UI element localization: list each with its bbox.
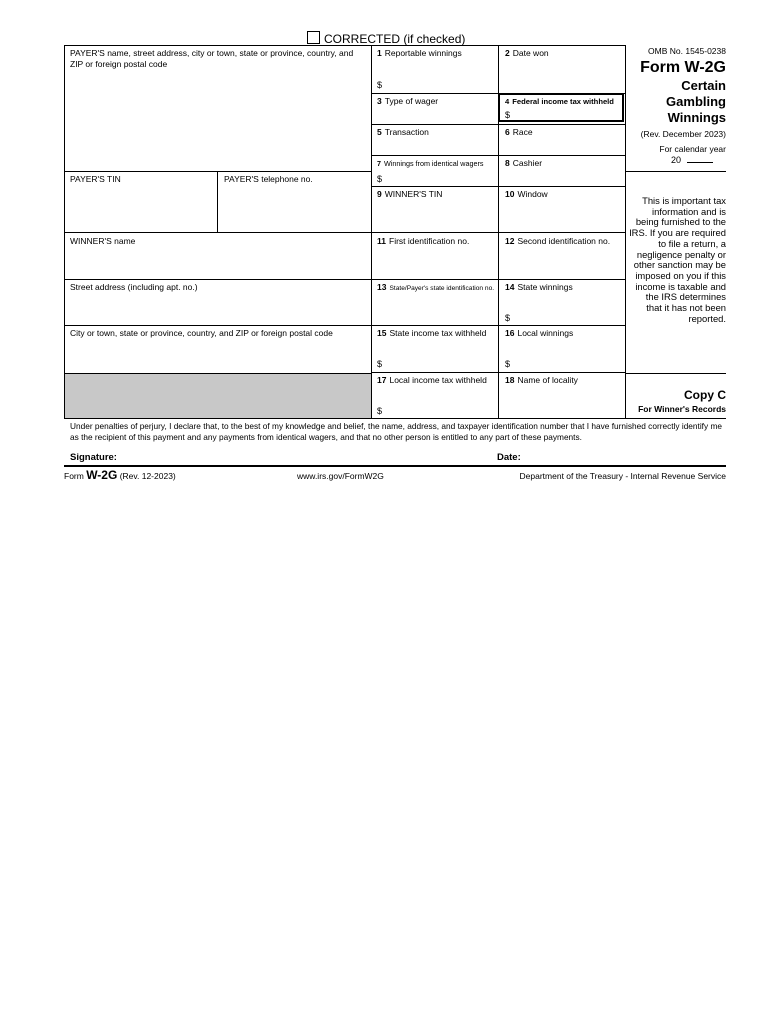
important-notice: This is important tax information and is being furnished to the IRS. If you are required to file a return, a negligence penalty or other sanction may be imposed on you if this income is taxable and the IRS determines that it has not been reported. — [629, 195, 726, 324]
omb-number: OMB No. 1545-0238 — [648, 46, 726, 56]
box10-number: 10 — [505, 189, 515, 199]
grid-line — [64, 373, 371, 374]
perjury-statement: Under penalties of perjury, I declare that, to the best of my knowledge and belief, the name, address, and taxpayer identification number that I have furnished correctly identify me as the recipient of this payment and any payments from identical wagers, and that no other person is entitled to any part of these payments. — [70, 421, 722, 442]
grid-line — [625, 373, 726, 374]
box2-date-won[interactable] — [505, 48, 623, 92]
footer-url[interactable]: www.irs.gov/FormW2G — [297, 471, 384, 481]
grid-line — [64, 325, 371, 326]
subtitle-line-3: Winnings — [667, 110, 726, 125]
payer-phone-field[interactable] — [224, 174, 369, 230]
box5-transaction[interactable] — [377, 127, 495, 154]
footer-form-rev: (Rev. 12-2023) — [119, 471, 176, 481]
subtitle-line-1: Certain — [681, 78, 726, 93]
grid-line — [371, 186, 625, 187]
winner-city-label: City or town, state or province, country, and ZIP or foreign postal code — [70, 328, 333, 338]
box14-state-winnings[interactable] — [505, 282, 623, 324]
subtitle-line-2: Gambling — [666, 94, 726, 109]
corrected-box[interactable] — [307, 31, 320, 44]
payer-name-field[interactable] — [70, 48, 366, 70]
box7-dollar: $ — [377, 174, 383, 184]
box7-number: 7 — [377, 159, 381, 168]
date-label: Date: — [497, 452, 521, 463]
box8-cashier[interactable] — [505, 158, 623, 185]
date-field[interactable] — [530, 452, 720, 464]
shaded-area — [64, 373, 371, 418]
grid-line — [64, 232, 371, 233]
box13-state-id[interactable] — [377, 282, 498, 324]
winner-name-label: WINNER'S name — [70, 236, 136, 246]
box4-number: 4 — [505, 97, 510, 106]
footer-form-code: W-2G — [86, 468, 118, 482]
box1-dollar: $ — [377, 80, 383, 90]
grid-line — [64, 171, 371, 172]
grid-line — [371, 232, 625, 233]
box14-number: 14 — [505, 282, 515, 292]
box9-winner-tin[interactable] — [377, 189, 495, 231]
box11-number: 11 — [377, 236, 386, 246]
calendar-year-field[interactable] — [671, 155, 713, 165]
box6-number: 6 — [505, 127, 510, 137]
box17-local-tax-withheld[interactable] — [377, 375, 498, 417]
box13-label: State/Payer's state identification no. — [389, 285, 495, 292]
grid-divider-right — [625, 45, 626, 418]
box4-label: Federal income tax withheld — [512, 97, 614, 106]
box3-label: Type of wager — [384, 96, 439, 106]
box8-number: 8 — [505, 158, 510, 168]
box10-window[interactable] — [505, 189, 623, 231]
box5-label: Transaction — [384, 127, 429, 137]
form-title: Form W-2G — [640, 59, 726, 76]
winner-street-label: Street address (including apt. no.) — [70, 282, 198, 292]
box15-dollar: $ — [377, 359, 383, 369]
box6-race[interactable] — [505, 127, 623, 154]
box16-number: 16 — [505, 328, 515, 338]
box18-locality-name[interactable] — [505, 375, 623, 417]
box2-number: 2 — [505, 48, 510, 58]
box3-type-of-wager[interactable] — [377, 96, 495, 123]
box15-label: State income tax withheld — [389, 328, 487, 338]
box11-first-id[interactable] — [377, 236, 495, 278]
footer-department: Department of the Treasury - Internal Revenue Service — [519, 471, 726, 481]
box1-number: 1 — [377, 48, 382, 58]
grid-line — [625, 171, 726, 172]
copy-title: Copy C — [684, 388, 726, 402]
box14-label: State winnings — [517, 282, 573, 292]
box17-number: 17 — [377, 375, 387, 385]
box12-label: Second identification no. — [517, 236, 611, 246]
box1-reportable-winnings[interactable] — [377, 48, 495, 92]
grid-line — [371, 372, 625, 373]
corrected-label: CORRECTED (if checked) — [324, 32, 466, 46]
payer-tin-field[interactable] — [70, 174, 215, 230]
box18-label: Name of locality — [517, 375, 578, 385]
box16-dollar: $ — [505, 359, 511, 369]
grid-divider-tin — [217, 171, 218, 232]
box16-local-winnings[interactable] — [505, 328, 623, 371]
box17-dollar: $ — [377, 406, 383, 416]
winner-street-field[interactable] — [70, 282, 366, 323]
box3-number: 3 — [377, 96, 382, 106]
box10-label: Window — [517, 189, 548, 199]
box15-number: 15 — [377, 328, 387, 338]
box8-label: Cashier — [512, 158, 543, 168]
box14-dollar: $ — [505, 313, 511, 323]
box12-number: 12 — [505, 236, 515, 246]
grid-line — [371, 155, 625, 156]
payer-phone-label: PAYER'S telephone no. — [224, 174, 313, 184]
form-bottom-border — [64, 465, 726, 467]
box2-label: Date won — [512, 48, 549, 58]
box5-number: 5 — [377, 127, 382, 137]
winner-city-field[interactable] — [70, 328, 366, 371]
box9-label: WINNER'S TIN — [384, 189, 443, 199]
signature-field[interactable] — [130, 452, 490, 464]
box4-dollar: $ — [505, 110, 511, 120]
calendar-year-label: For calendar year — [659, 144, 726, 154]
box7-label: Winnings from identical wagers — [384, 159, 484, 168]
box1-label: Reportable winnings — [384, 48, 462, 58]
payer-tin-label: PAYER'S TIN — [70, 174, 121, 184]
copy-subtitle: For Winner's Records — [638, 404, 726, 414]
form-top-border — [64, 45, 626, 46]
box12-second-id[interactable] — [505, 236, 625, 278]
box17-label: Local income tax withheld — [389, 375, 487, 385]
box6-label: Race — [512, 127, 533, 137]
winner-name-field[interactable] — [70, 236, 366, 277]
form-grid-bottom — [64, 418, 726, 419]
box15-state-tax-withheld[interactable] — [377, 328, 498, 371]
grid-line — [64, 279, 371, 280]
form-subtitle — [628, 78, 726, 126]
box9-number: 9 — [377, 189, 382, 199]
grid-line — [371, 124, 625, 125]
corrected-checkbox[interactable] — [307, 31, 465, 46]
box13-number: 13 — [377, 282, 387, 292]
box4-federal-tax-withheld[interactable] — [505, 96, 623, 122]
grid-line — [371, 279, 625, 280]
year-suffix-line[interactable] — [687, 162, 713, 163]
payer-name-label: PAYER'S name, street address, city or town, state or province, country, and ZIP or foreign postal code — [70, 48, 354, 69]
form-revision: (Rev. December 2023) — [640, 129, 726, 139]
box7-identical-wagers[interactable] — [377, 158, 498, 185]
grid-line — [371, 325, 625, 326]
box18-number: 18 — [505, 375, 515, 385]
year-prefix: 20 — [671, 155, 682, 165]
footer-form-id — [64, 468, 176, 482]
signature-label: Signature: — [70, 452, 117, 463]
footer-form-prefix: Form — [64, 471, 84, 481]
box11-label: First identification no. — [389, 236, 470, 246]
box16-label: Local winnings — [517, 328, 574, 338]
